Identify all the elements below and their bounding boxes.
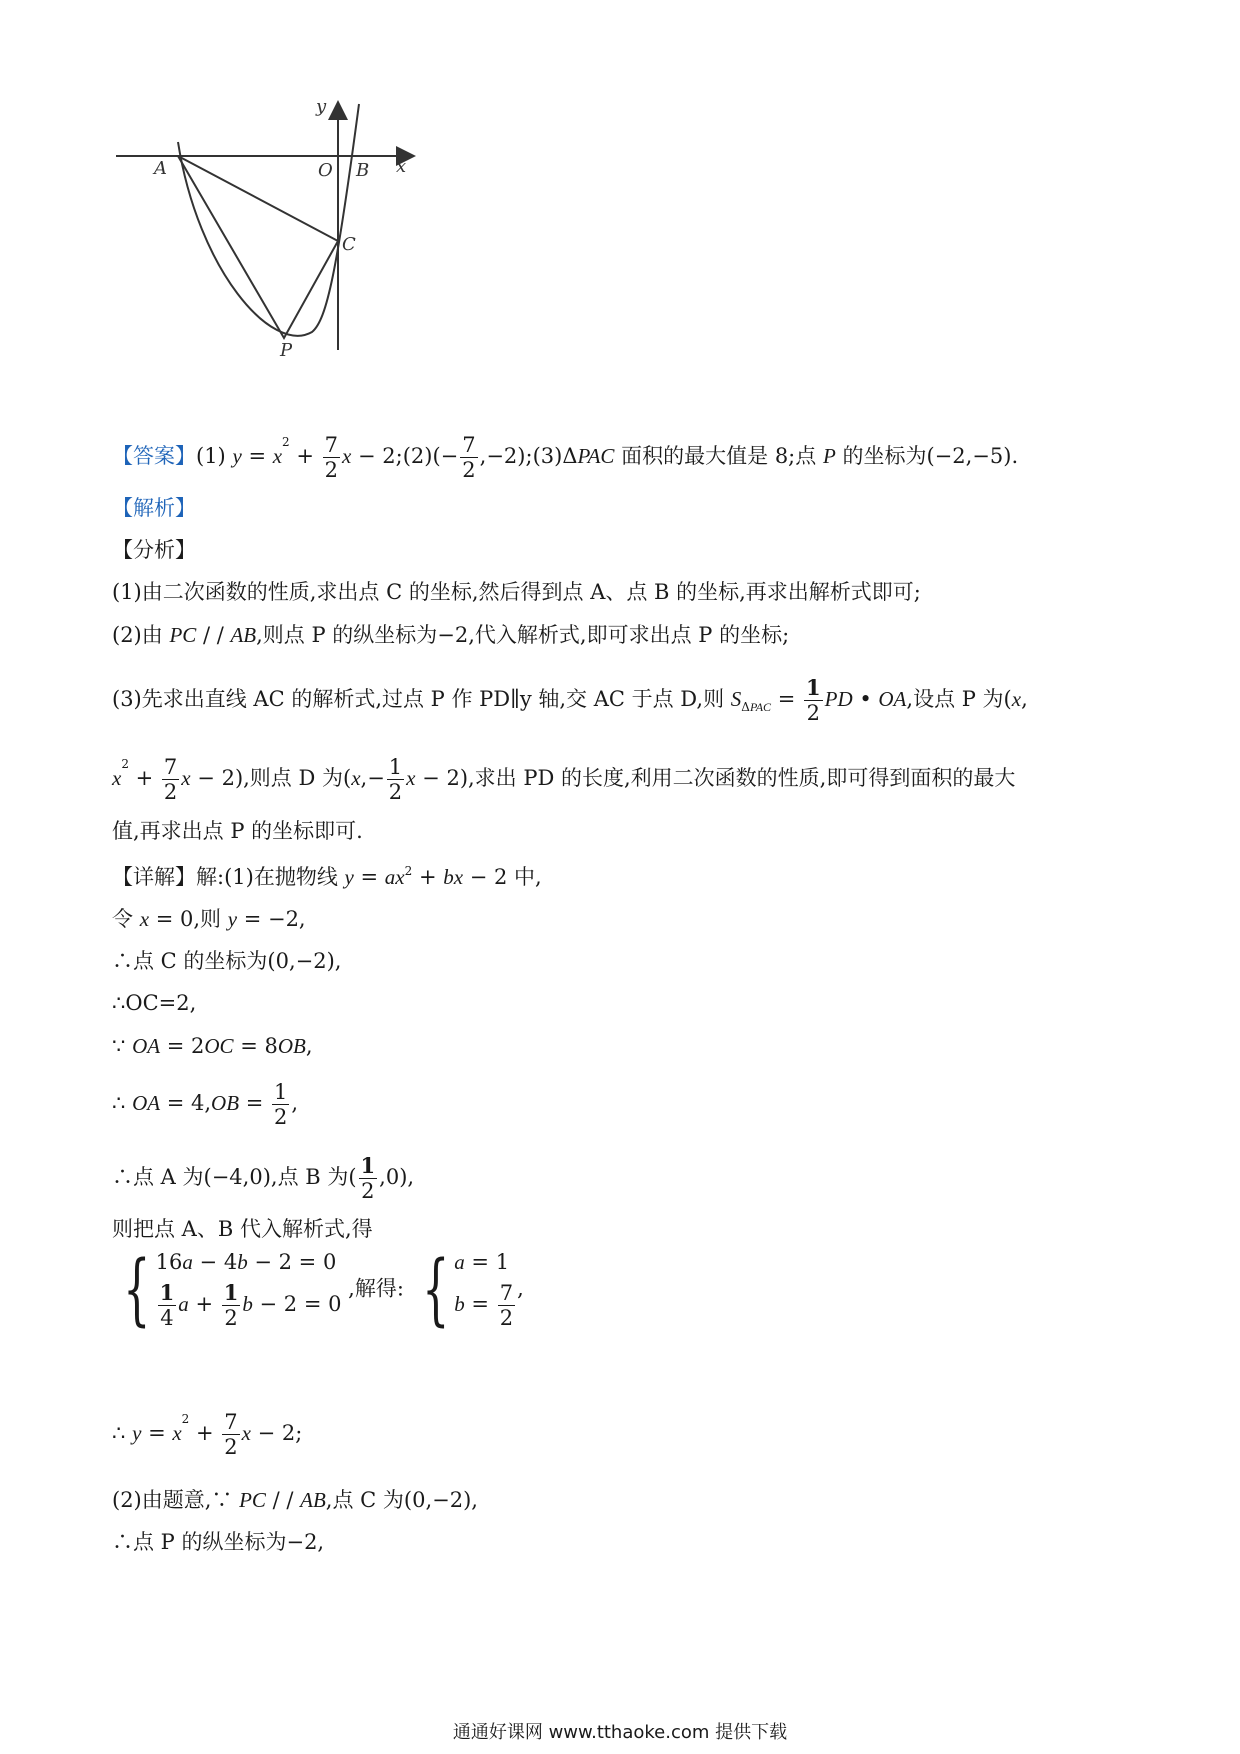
label-x: x: [396, 156, 407, 177]
detail-tag: 【详解】: [112, 865, 196, 889]
analysis-line-1: (1)由二次函数的性质,求出点 C 的坐标,然后得到点 A、点 B 的坐标,再求出解析式即可;: [112, 580, 921, 604]
jiexi-tag: 【解析】: [112, 496, 196, 520]
detail-line-7: ∴点 A 为(−4,0),点 B 为( $\frac{1}{2}$ ,0),: [112, 1153, 415, 1203]
fraction: $\frac{7}{2}$: [163, 755, 178, 804]
label-a: A: [154, 158, 167, 179]
analysis-line-5: 值,再求出点 P 的坐标即可.: [112, 819, 363, 843]
parabola-curve: [178, 104, 359, 336]
fraction: $\frac{7}{2}$: [462, 433, 476, 482]
detail-line-10: ∴ $y = x^2$ + $\frac{7}{2}$ x − 2;: [112, 1410, 303, 1459]
detail-line-11: (2)由题意,∵ PC / / AB,点 C 为(0,−2),: [112, 1488, 478, 1512]
detail-line-6: ∴ OA = 4,OB = $\frac{1}{2}$ ,: [112, 1080, 299, 1129]
detail-line-5: ∵ OA = 2OC = 8OB,: [112, 1034, 313, 1058]
label-p: P: [280, 340, 293, 361]
answer-line: 【答案】(1) $y = x^2$ + $\frac{7}{2}$ x − 2;(2)(− $\frac{7}{2}$ ,−2);(3)ΔPAC 面积的最大值是 8;点 P 的坐标为(−2,−5).: [112, 433, 1019, 482]
fenxi-tag: 【分析】: [112, 538, 196, 562]
page-footer: 通通好课网 www.tthaoke.com 提供下载: [452, 1722, 788, 1743]
fraction: $\frac{1}{2}$: [806, 675, 821, 725]
label-o: O: [318, 160, 333, 181]
fraction: $\frac{1}{2}$: [274, 1080, 288, 1129]
detail-line-2: 令 x = 0,则 y = −2,: [112, 907, 306, 931]
parabola-figure: [112, 100, 472, 400]
detail-line-8: 则把点 A、B 代入解析式,得: [112, 1217, 373, 1241]
analysis-line-4: $x^2$ + $\frac{7}{2}$ x − 2),则点 D 为(x,− $\frac{1}{2}$ x − 2),求出 PD 的长度,利用二次函数的性质,即可得到面积的最大: [112, 755, 1016, 804]
equation-system-line: { 16a − 4b − 2 = 0 $\frac{1}{4}$ a + $\frac{1}{2}$ b − 2 = 0 ,解得: { a = 1 b = $\frac{7}{2}$ ,: [112, 1250, 524, 1330]
analysis-line-2: (2)由 PC / / AB,则点 P 的纵坐标为−2,代入解析式,即可求出点 P 的坐标;: [112, 623, 790, 647]
analysis-line-3: (3)先求出直线 AC 的解析式,过点 P 作 PD∥y 轴,交 AC 于点 D,则 $S_{\Delta PAC}$ = $\frac{1}{2}$ PD • OA,设点 P 为(x,: [112, 675, 1028, 725]
label-y: y: [316, 100, 327, 117]
equation-system-left: { 16a − 4b − 2 = 0 $\frac{1}{4}$ a + $\frac{1}{2}$ b − 2 = 0: [123, 1245, 342, 1335]
detail-line-4: ∴OC=2,: [112, 991, 197, 1015]
fraction: $\frac{1}{2}$: [360, 1153, 376, 1203]
triangle-pac: [178, 156, 338, 338]
detail-line-1: 【详解】解:(1)在抛物线 $y = ax^2$ + bx − 2 中,: [112, 864, 542, 889]
equation-system-right: { a = 1 b = $\frac{7}{2}$: [421, 1245, 514, 1335]
label-b: B: [356, 160, 370, 181]
fraction: $\frac{7}{2}$: [324, 433, 339, 482]
answer-tag: 【答案】: [112, 444, 196, 468]
detail-line-3: ∴点 C 的坐标为(0,−2),: [112, 949, 342, 973]
fraction: $\frac{7}{2}$: [224, 1410, 238, 1459]
detail-line-12: ∴点 P 的纵坐标为−2,: [112, 1530, 325, 1554]
fraction: $\frac{1}{2}$: [388, 755, 403, 804]
label-c: C: [342, 234, 356, 255]
